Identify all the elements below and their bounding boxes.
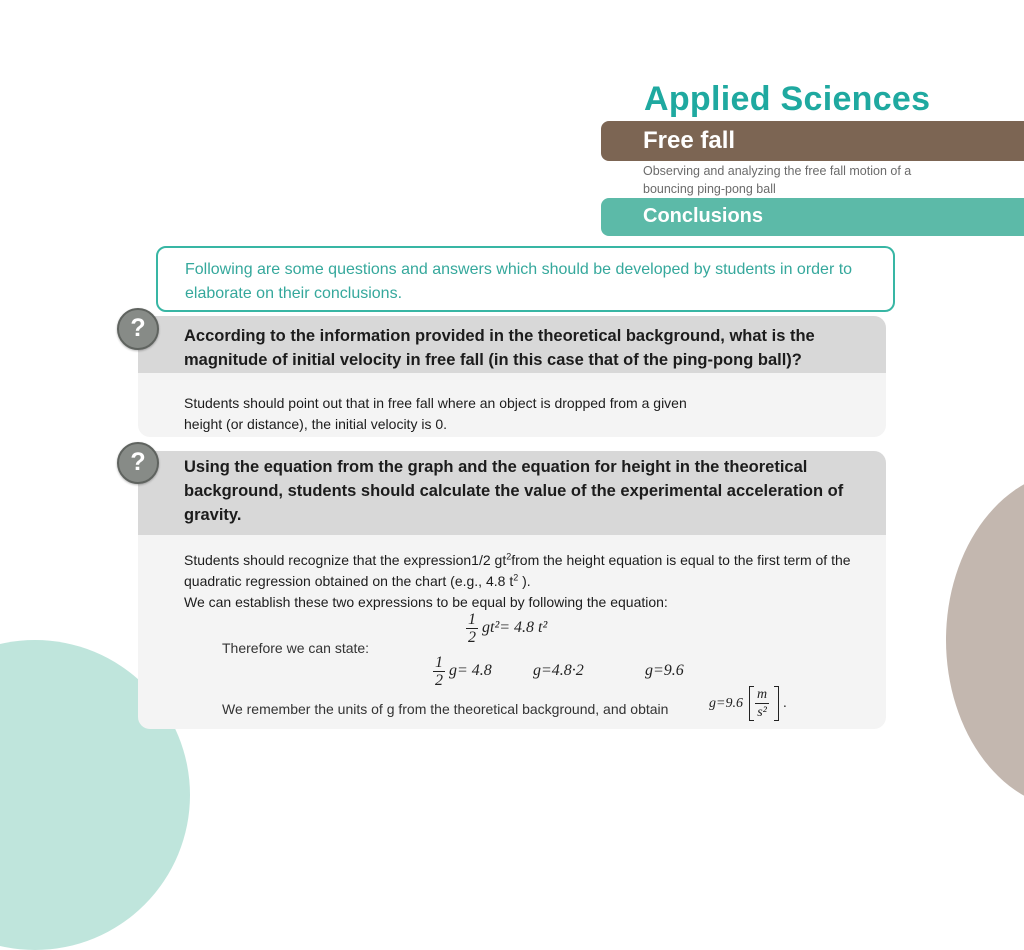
unit-fraction: $\frac{m}{\text{s²}}$ [756,687,768,720]
answer-2-text-c: ). [518,573,531,589]
fraction-one-half: $\frac{1}{2}$ [468,611,476,646]
question-1: According to the information provided in the theoretical background, what is the magnitude of initial velocity in free fall (in this case that of the ping-pong ball)? [138,316,886,373]
topic-banner: Free fall [601,121,1024,161]
answer-1-line-1: Students should point out that in free fall where an object is dropped from a given [184,395,687,411]
question-2: Using the equation from the graph and the equation for height in the theoretical background, students should calculate the value of the experimental acceleration of gravity. [138,451,886,535]
topic-subtitle: Observing and analyzing the free fall motion of a bouncing ping-pong ball [643,164,912,196]
answer-2-text-a: Students should recognize that the expression1/2 gt [184,552,507,568]
intro-text: Following are some questions and answers which should be developed by students in order to elaborate on their conclusions. [185,261,853,302]
decorative-circle-right [946,470,1024,810]
superscript: 2 [513,572,519,583]
equation-1: $\frac{1}{2}$ gt²= 4.8 t² [468,611,548,646]
intro-box [156,246,895,312]
equation-3: g=4.8·2 [533,662,584,679]
qa-card-1 [138,316,886,437]
fraction-one-half: $\frac{1}{2}$ [435,654,443,689]
answer-2-text-b: from the height equation is equal to the first term of the quadratic regression obtained on the chart (e.g., 4.8 t [184,552,851,589]
answer-2-paragraph-1 [184,550,886,592]
superscript: 2 [506,551,512,562]
final-equation: g=9.6 $\frac{m}{\text{s²}}$ . [709,687,787,720]
answer-2 [138,535,886,613]
question-mark-icon: ? [117,442,159,484]
unit-bracket [749,686,779,721]
remember-label: We remember the units of g from the theoretical background, and obtain [222,701,669,717]
answer-1 [138,373,886,435]
equation-2: $\frac{1}{2}$ g= 4.8 [435,654,492,689]
answer-1-line-2: height (or distance), the initial velocity is 0. [184,416,448,432]
therefore-label: Therefore we can state: [222,640,370,656]
brand-title: Applied Sciences [644,80,931,118]
answer-2-paragraph-2: We can establish these two expressions to be equal by following the equation: [184,594,668,610]
question-mark-icon: ? [117,308,159,350]
equation-4: g=9.6 [645,662,684,679]
section-banner: Conclusions [601,198,1024,236]
